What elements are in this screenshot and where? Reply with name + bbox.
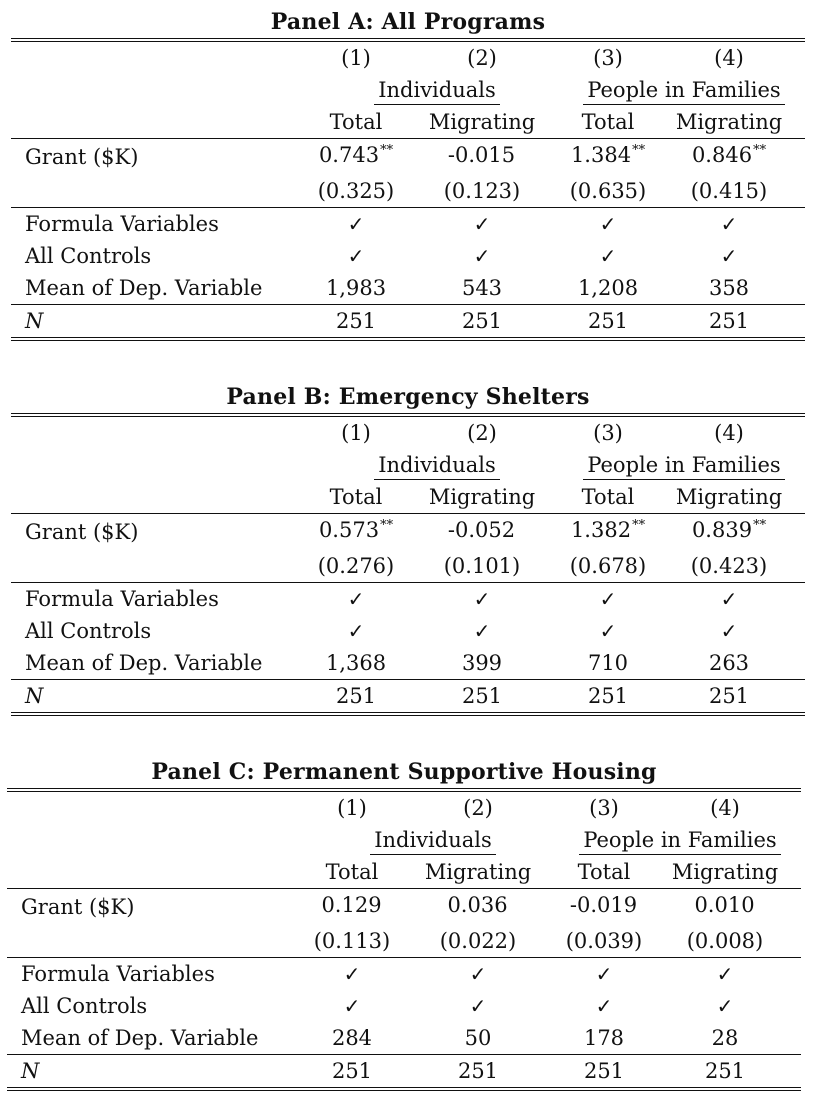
empty-cell xyxy=(7,790,307,824)
coefficient-value: 0.839 xyxy=(691,518,753,542)
coefficient-value: 0.129 xyxy=(321,893,382,917)
mean-cell: 1,983 xyxy=(325,276,387,300)
coefficient-cell xyxy=(649,889,801,926)
subheader: Total xyxy=(325,860,379,884)
mean-cell: 263 xyxy=(708,651,750,675)
subheader-row xyxy=(11,481,805,514)
group-header-row xyxy=(11,74,805,106)
panel-title: Panel B: Emergency Shelters xyxy=(226,384,590,410)
std-error-cell: (0.415) xyxy=(690,179,768,203)
coefficient-row xyxy=(11,514,805,551)
regression-panel xyxy=(7,756,801,1091)
coefficient-value: 0.036 xyxy=(447,893,508,917)
column-number: (2) xyxy=(401,40,563,74)
column-number: (4) xyxy=(653,40,805,74)
coefficient-row xyxy=(11,139,805,176)
column-number: (2) xyxy=(401,415,563,449)
row-label-n: N xyxy=(11,680,311,715)
n-cell: 251 xyxy=(401,305,563,340)
regression-table xyxy=(7,788,801,1091)
empty-cell xyxy=(11,40,311,74)
column-number: (4) xyxy=(653,415,805,449)
coefficient-cell xyxy=(401,514,563,551)
std-error-cell: (0.325) xyxy=(317,179,395,203)
panel-title: Panel C: Permanent Supportive Housing xyxy=(151,759,657,785)
formula-variables-row xyxy=(7,958,801,991)
column-number-row xyxy=(11,415,805,449)
std-error-cell: (0.123) xyxy=(443,179,521,203)
column-number: (4) xyxy=(649,790,801,824)
checkmark-icon: ✓ xyxy=(716,994,734,1018)
column-number: (1) xyxy=(311,40,401,74)
panel-title: Panel A: All Programs xyxy=(270,9,546,35)
std-error-cell: (0.678) xyxy=(569,554,647,578)
coefficient-cell xyxy=(397,889,559,926)
coefficient-value: 1.382 xyxy=(570,518,632,542)
significance-stars: ** xyxy=(753,143,767,158)
coefficient-row xyxy=(7,889,801,926)
group-header-families: People in Families xyxy=(583,451,784,480)
n-cell: 251 xyxy=(311,305,401,340)
column-number: (1) xyxy=(307,790,397,824)
coefficient-value: 0.010 xyxy=(694,893,755,917)
row-label-formula: Formula Variables xyxy=(11,583,311,616)
coefficient-value: 0.743 xyxy=(318,143,380,167)
subheader: Migrating xyxy=(675,485,783,509)
significance-stars: ** xyxy=(380,518,394,533)
coefficient-value: -0.052 xyxy=(447,518,516,542)
coefficient-cell xyxy=(653,514,805,551)
empty-cell xyxy=(11,106,311,139)
mean-cell: 710 xyxy=(587,651,629,675)
checkmark-icon: ✓ xyxy=(720,244,738,268)
n-cell: 251 xyxy=(401,680,563,715)
empty-cell xyxy=(11,415,311,449)
mean-cell: 358 xyxy=(708,276,750,300)
n-row xyxy=(11,305,805,340)
row-label-controls: All Controls xyxy=(21,994,148,1018)
n-row xyxy=(11,680,805,715)
mean-cell: 1,368 xyxy=(325,651,387,675)
checkmark-icon: ✓ xyxy=(595,994,613,1018)
checkmark-icon: ✓ xyxy=(563,583,653,616)
column-number: (3) xyxy=(559,790,649,824)
checkmark-icon: ✓ xyxy=(653,583,805,616)
std-error-cell: (0.276) xyxy=(317,554,395,578)
checkmark-icon: ✓ xyxy=(311,208,401,241)
regression-panel xyxy=(11,381,805,716)
group-header-families: People in Families xyxy=(583,76,784,105)
std-error-cell: (0.008) xyxy=(686,929,764,953)
checkmark-icon: ✓ xyxy=(653,208,805,241)
significance-stars: ** xyxy=(632,518,646,533)
coefficient-cell xyxy=(563,139,653,176)
checkmark-icon: ✓ xyxy=(720,619,738,643)
regression-panel xyxy=(11,6,805,341)
subheader: Migrating xyxy=(428,110,536,134)
n-cell: 251 xyxy=(649,1055,801,1090)
subheader: Migrating xyxy=(671,860,779,884)
row-label-grant: Grant ($K) xyxy=(11,514,311,551)
formula-variables-row xyxy=(11,583,805,616)
mean-cell: 28 xyxy=(711,1026,739,1050)
column-number-row xyxy=(11,40,805,74)
coefficient-value: 1.384 xyxy=(570,143,632,167)
significance-stars: ** xyxy=(380,143,394,158)
subheader: Total xyxy=(329,485,383,509)
row-label-n: N xyxy=(7,1055,307,1090)
mean-cell: 178 xyxy=(583,1026,625,1050)
std-error-cell: (0.101) xyxy=(443,554,521,578)
coefficient-cell xyxy=(311,514,401,551)
subheader-row xyxy=(7,856,801,889)
checkmark-icon: ✓ xyxy=(649,958,801,991)
row-label-controls: All Controls xyxy=(25,244,152,268)
checkmark-icon: ✓ xyxy=(401,583,563,616)
coefficient-value: 0.573 xyxy=(318,518,380,542)
empty-cell xyxy=(11,175,311,208)
regression-table xyxy=(11,38,805,341)
mean-cell: 399 xyxy=(461,651,503,675)
empty-cell xyxy=(7,824,307,856)
all-controls-row xyxy=(7,990,801,1022)
std-error-row xyxy=(11,550,805,583)
group-header-individuals: Individuals xyxy=(370,826,496,855)
regression-table xyxy=(11,413,805,716)
group-header-cell xyxy=(563,449,805,481)
empty-cell xyxy=(11,449,311,481)
group-header-individuals: Individuals xyxy=(374,451,500,480)
significance-stars: ** xyxy=(753,518,767,533)
checkmark-icon: ✓ xyxy=(563,208,653,241)
mean-cell: 1,208 xyxy=(577,276,639,300)
subheader: Total xyxy=(581,110,635,134)
std-error-cell: (0.423) xyxy=(690,554,768,578)
checkmark-icon: ✓ xyxy=(559,958,649,991)
empty-cell xyxy=(11,550,311,583)
coefficient-cell xyxy=(559,889,649,926)
group-header-cell xyxy=(559,824,801,856)
mean-row xyxy=(11,272,805,305)
formula-variables-row xyxy=(11,208,805,241)
checkmark-icon: ✓ xyxy=(311,583,401,616)
std-error-cell: (0.635) xyxy=(569,179,647,203)
mean-cell: 50 xyxy=(464,1026,492,1050)
n-row xyxy=(7,1055,801,1090)
coefficient-cell xyxy=(307,889,397,926)
coefficient-cell xyxy=(401,139,563,176)
column-number: (1) xyxy=(311,415,401,449)
subheader-row xyxy=(11,106,805,139)
std-error-cell: (0.022) xyxy=(439,929,517,953)
column-number: (3) xyxy=(563,40,653,74)
checkmark-icon: ✓ xyxy=(599,619,617,643)
coefficient-cell xyxy=(311,139,401,176)
row-label-formula: Formula Variables xyxy=(7,958,307,991)
group-header-families: People in Families xyxy=(579,826,780,855)
n-cell: 251 xyxy=(307,1055,397,1090)
checkmark-icon: ✓ xyxy=(473,619,491,643)
empty-cell xyxy=(7,925,307,958)
mean-row xyxy=(11,647,805,680)
group-header-cell xyxy=(311,74,563,106)
column-number-row xyxy=(7,790,801,824)
column-number: (2) xyxy=(397,790,559,824)
subheader: Total xyxy=(577,860,631,884)
mean-cell: 284 xyxy=(331,1026,373,1050)
row-label-grant: Grant ($K) xyxy=(7,889,307,926)
empty-cell xyxy=(11,74,311,106)
std-error-row xyxy=(11,175,805,208)
group-header-cell xyxy=(311,449,563,481)
std-error-cell: (0.113) xyxy=(313,929,391,953)
row-label-formula: Formula Variables xyxy=(11,208,311,241)
checkmark-icon: ✓ xyxy=(473,244,491,268)
group-header-cell xyxy=(563,74,805,106)
checkmark-icon: ✓ xyxy=(307,958,397,991)
mean-row xyxy=(7,1022,801,1055)
empty-cell xyxy=(11,481,311,514)
checkmark-icon: ✓ xyxy=(599,244,617,268)
n-cell: 251 xyxy=(563,305,653,340)
checkmark-icon: ✓ xyxy=(343,994,361,1018)
checkmark-icon: ✓ xyxy=(347,619,365,643)
std-error-row xyxy=(7,925,801,958)
row-label-mean: Mean of Dep. Variable xyxy=(25,276,263,300)
mean-cell: 543 xyxy=(461,276,503,300)
n-cell: 251 xyxy=(311,680,401,715)
std-error-cell: (0.039) xyxy=(565,929,643,953)
subheader: Migrating xyxy=(428,485,536,509)
checkmark-icon: ✓ xyxy=(401,208,563,241)
row-label-mean: Mean of Dep. Variable xyxy=(21,1026,259,1050)
checkmark-icon: ✓ xyxy=(347,244,365,268)
checkmark-icon: ✓ xyxy=(469,994,487,1018)
group-header-row xyxy=(11,449,805,481)
row-label-grant: Grant ($K) xyxy=(11,139,311,176)
empty-cell xyxy=(7,856,307,889)
n-cell: 251 xyxy=(653,305,805,340)
row-label-controls: All Controls xyxy=(25,619,152,643)
subheader: Migrating xyxy=(424,860,532,884)
coefficient-value: 0.846 xyxy=(691,143,753,167)
all-controls-row xyxy=(11,240,805,272)
coefficient-cell xyxy=(653,139,805,176)
coefficient-value: -0.019 xyxy=(569,893,638,917)
n-cell: 251 xyxy=(563,680,653,715)
group-header-cell xyxy=(307,824,559,856)
group-header-row xyxy=(7,824,801,856)
row-label-mean: Mean of Dep. Variable xyxy=(25,651,263,675)
n-cell: 251 xyxy=(559,1055,649,1090)
n-cell: 251 xyxy=(397,1055,559,1090)
subheader: Total xyxy=(329,110,383,134)
group-header-individuals: Individuals xyxy=(374,76,500,105)
n-cell: 251 xyxy=(653,680,805,715)
column-number: (3) xyxy=(563,415,653,449)
subheader: Total xyxy=(581,485,635,509)
coefficient-value: -0.015 xyxy=(447,143,516,167)
all-controls-row xyxy=(11,615,805,647)
checkmark-icon: ✓ xyxy=(397,958,559,991)
significance-stars: ** xyxy=(632,143,646,158)
row-label-n: N xyxy=(11,305,311,340)
subheader: Migrating xyxy=(675,110,783,134)
coefficient-cell xyxy=(563,514,653,551)
